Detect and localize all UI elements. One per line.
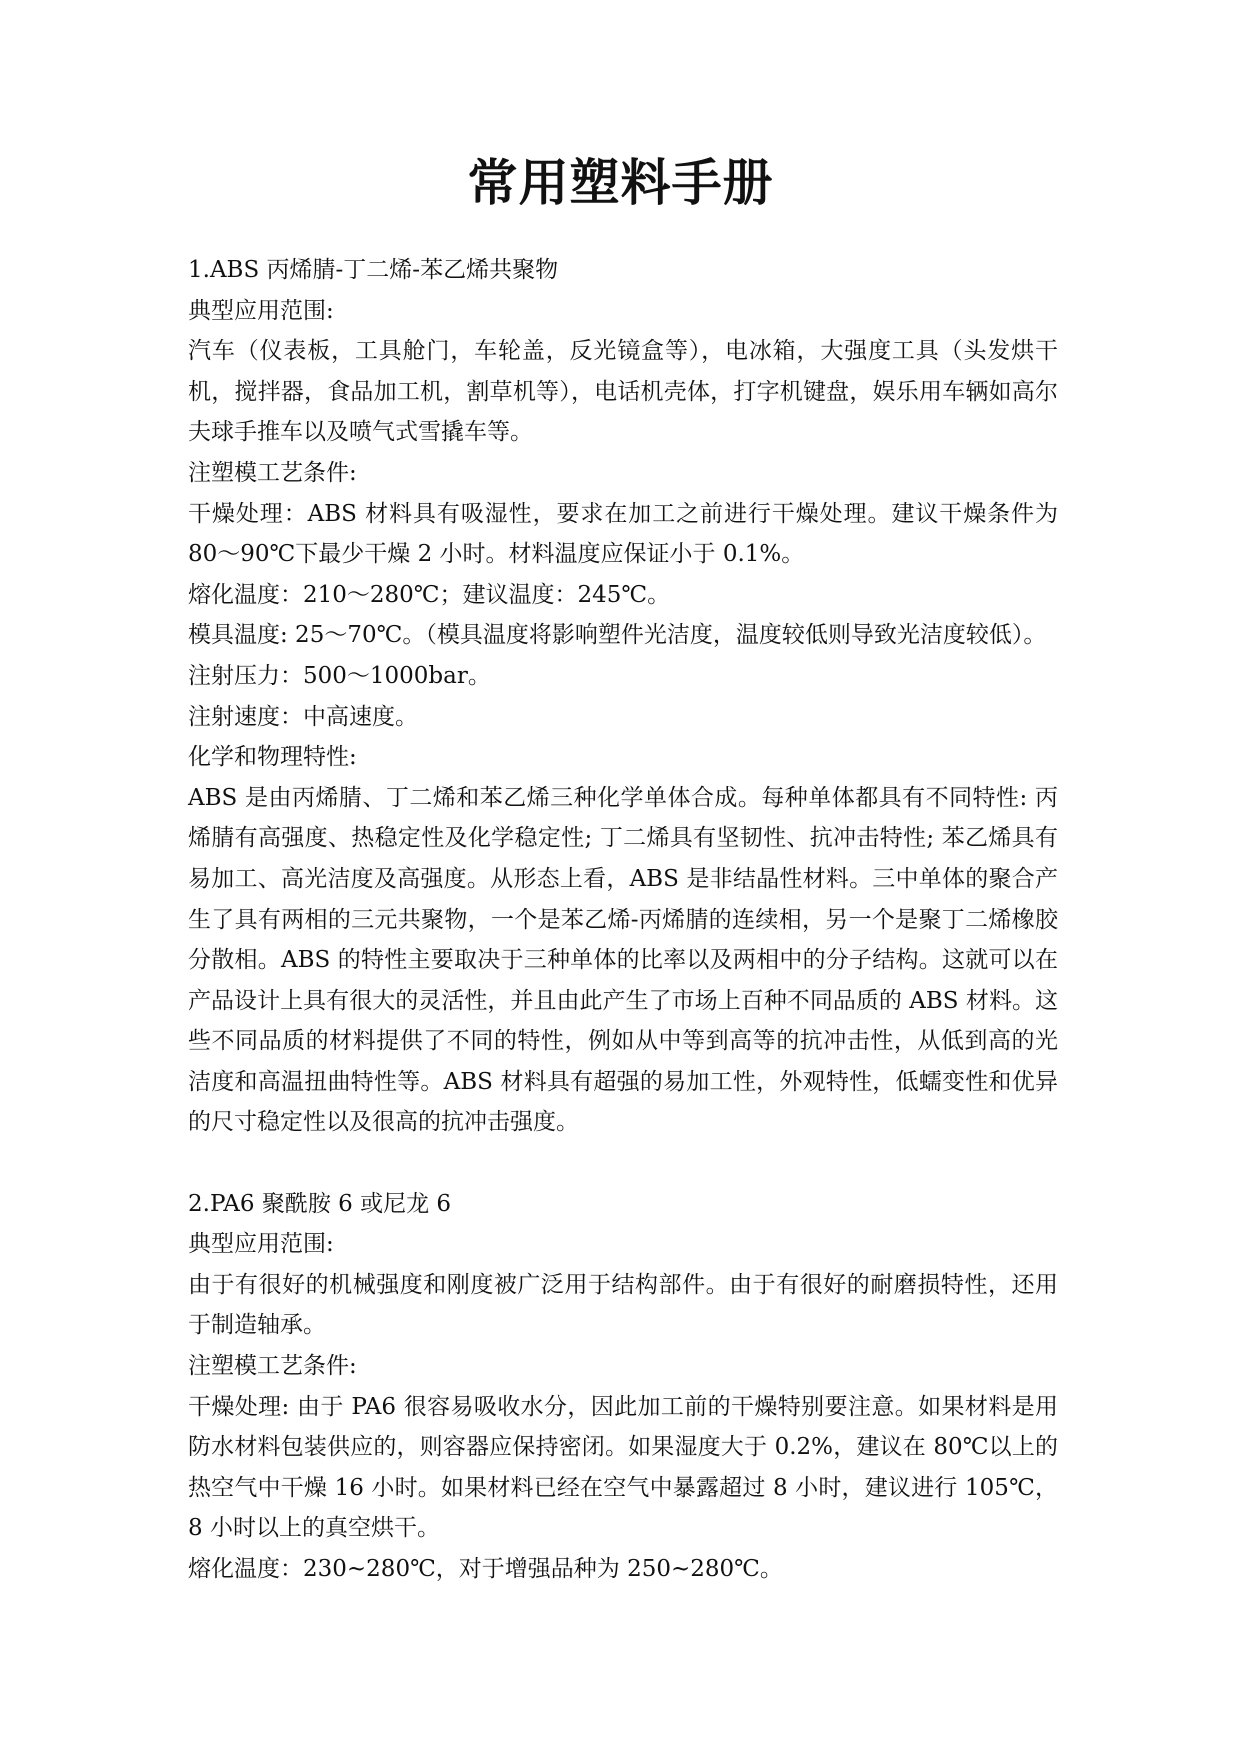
injection-pressure-text: 注射压力：500～1000bar。 bbox=[188, 662, 491, 689]
injection-speed-text: 注射速度：中高速度。 bbox=[188, 703, 418, 730]
applications-text: 汽车（仪表板，工具舱门，车轮盖，反光镜盒等），电冰箱，大强度工具（头发烘干机，搅拌器，食品加工机，割草机等），电话机壳体，打字机键盘，娱乐用车辆如高尔夫球手推车以及喷气式雪撬车等。 bbox=[188, 338, 1058, 446]
properties-text: ABS 是由丙烯腈、丁二烯和苯乙烯三种化学单体合成。每种单体都具有不同特性: 丙烯腈有高强度、热稳定性及化学稳定性; 丁二烯具有坚韧性、抗冲击特性; 苯乙烯具有易加工、高光洁度及高强度。从形态上看，ABS 是非结晶性材料。三中单体的聚合产生了具有两相的三元共聚物，一个是苯乙烯-丙烯腈的连续相，另一个是聚丁二烯橡胶分散相。ABS 的特性主要取决于三种单体的比率以及两相中的分子结构。这就可以在产品设计上具有很大的灵活性，并且由此产生了市场上百种不同品质的 ABS 材料。这些不同品质的材料提供了不同的特性，例如从中等到高等的抗冲击性，从低到高的光洁度和高温扭曲特性等。ABS 材料具有超强的易加工性，外观特性，低蠕变性和优异的尺寸稳定性以及很高的抗冲击强度。 bbox=[188, 784, 1058, 1136]
section-spacer bbox=[188, 1143, 1058, 1184]
process-conditions-label: 注塑模工艺条件: bbox=[188, 459, 357, 486]
properties-label: 化学和物理特性: bbox=[188, 744, 357, 771]
applications-label: 典型应用范围: bbox=[188, 297, 334, 324]
drying-text: 干燥处理: 由于 PA6 很容易吸收水分，因此加工前的干燥特别要注意。如果材料是用防水材料包装供应的，则容器应保持密闭。如果湿度大于 0.2%，建议在 80℃以上的热空气中干燥 16 小时。如果材料已经在空气中暴露超过 8 小时，建议进行 105℃，8 小时以上的真空烘干。 bbox=[188, 1393, 1058, 1542]
melt-temperature-text: 熔化温度：210～280℃；建议温度：245℃。 bbox=[188, 581, 671, 608]
page-title: 常用塑料手册 bbox=[467, 154, 774, 212]
process-conditions-label: 注塑模工艺条件: bbox=[188, 1353, 357, 1380]
applications-text: 由于有很好的机械强度和刚度被广泛用于结构部件。由于有很好的耐磨损特性，还用于制造轴承。 bbox=[188, 1271, 1058, 1339]
mold-temperature-text: 模具温度: 25～70℃。（模具温度将影响塑件光洁度，温度较低则导致光洁度较低）。 bbox=[188, 622, 1047, 649]
section-heading-pa6: 2.PA6 聚酰胺 6 或尼龙 6 bbox=[188, 1190, 452, 1217]
drying-text: 干燥处理：ABS 材料具有吸湿性，要求在加工之前进行干燥处理。建议干燥条件为 80～90℃下最少干燥 2 小时。材料温度应保证小于 0.1%。 bbox=[188, 500, 1058, 568]
melt-temperature-text: 熔化温度：230~280℃，对于增强品种为 250~280℃。 bbox=[188, 1556, 783, 1582]
applications-label: 典型应用范围: bbox=[188, 1231, 334, 1258]
document-body bbox=[188, 250, 1058, 1590]
section-heading-abs: 1.ABS 丙烯腈-丁二烯-苯乙烯共聚物 bbox=[188, 257, 559, 283]
